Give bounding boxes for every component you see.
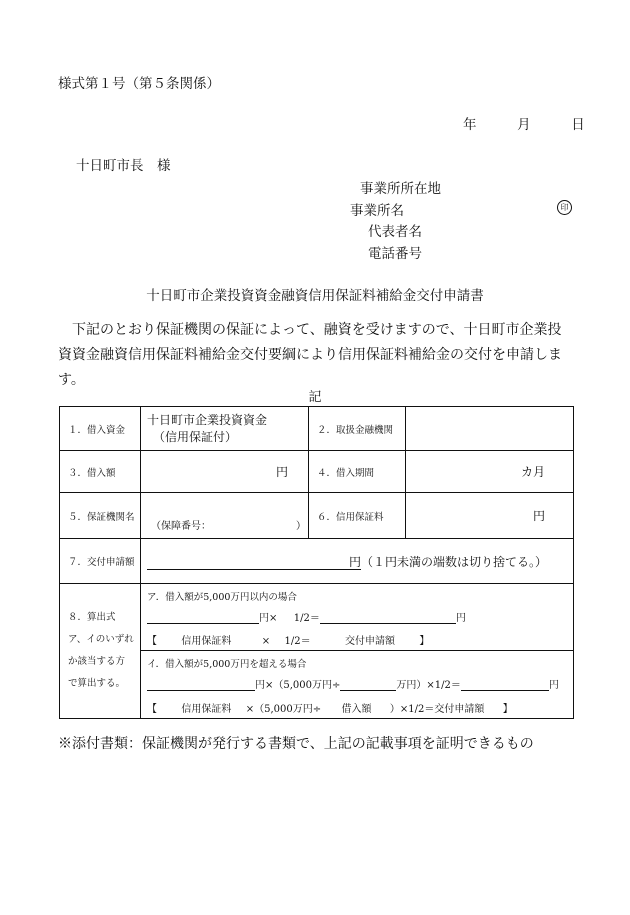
document-title: 十日町市企業投資資金融資信用保証料補給金交付申請書	[146, 288, 484, 304]
table-row	[60, 584, 574, 719]
attachment-note: ※添付書類：保証機関が発行する書類で、上記の記載事項を証明できるもの	[58, 736, 534, 752]
table-row	[60, 539, 574, 584]
calc-a-blank1[interactable]	[147, 610, 259, 624]
calc-a-unit2: 円	[455, 613, 466, 624]
calc-a-grant: 交付申請額	[344, 636, 395, 647]
grant-amount-value[interactable]	[141, 539, 574, 584]
application-table	[59, 406, 574, 719]
calc-b-blank1[interactable]	[147, 677, 255, 691]
representative-label: 代表者名	[368, 224, 422, 240]
calc-b-formula	[147, 700, 513, 715]
bank-value[interactable]	[406, 407, 574, 451]
calc-a-unit1: 円×	[259, 613, 278, 624]
calc-a-half: 1/2＝	[284, 636, 311, 647]
calc-label	[60, 584, 141, 719]
grant-amount-blank[interactable]	[147, 556, 349, 570]
loan-fund-value-line1: 十日町市企業投資資金	[147, 412, 268, 427]
guarantee-fee-value[interactable]	[406, 493, 574, 539]
loan-fund-value	[141, 407, 309, 451]
loan-period-unit: カ月	[520, 465, 545, 479]
calc-formulas	[141, 584, 574, 719]
loan-amount-unit: 円	[275, 465, 288, 479]
guarantee-fee-label: ６．信用保証料	[309, 493, 406, 539]
calc-a-times: ×	[261, 636, 271, 647]
calc-section-a	[141, 584, 573, 651]
guarantee-fee-unit: 円	[532, 509, 545, 523]
date-line	[463, 113, 585, 133]
loan-amount-label: ３．借入額	[60, 451, 141, 493]
body-text: 下記のとおり保証機関の保証によって、融資を受けますので、十日町市企業投資資金融資信用保証料補給金交付要綱により信用保証料補給金の交付を申請します。	[58, 322, 562, 388]
calc-a-formula	[147, 632, 429, 647]
calc-b-fee: 信用保証料	[181, 704, 232, 715]
date-month: 月	[517, 117, 531, 133]
date-year: 年	[463, 117, 477, 133]
calc-label-line3: か該当する方	[68, 656, 126, 667]
calc-a-blank2[interactable]	[320, 610, 456, 624]
calc-a-title: ア．借入額が5,000万円以内の場合	[147, 592, 297, 603]
bracket-close: 】	[502, 704, 513, 715]
loan-period-value[interactable]	[406, 451, 574, 493]
bracket-open: 【	[147, 636, 157, 647]
calc-b-unit3: 円	[548, 680, 559, 691]
guarantor-value[interactable]	[141, 493, 309, 539]
calc-section-b	[141, 651, 573, 718]
ki-mark: 記	[308, 390, 322, 405]
bank-label: ２．取扱金融機関	[309, 407, 406, 451]
calc-b-blank3[interactable]	[461, 677, 549, 691]
table-row	[60, 407, 574, 451]
seal-mark: 印	[557, 200, 572, 215]
form-number: 様式第１号（第５条関係）	[58, 76, 220, 92]
business-name-label: 事業所名	[350, 203, 404, 219]
calc-b-blank2[interactable]	[340, 677, 396, 691]
table-row	[60, 493, 574, 539]
grant-amount-label: ７．交付申請額	[60, 539, 141, 584]
guarantor-label: ５．保証機関名	[60, 493, 141, 539]
calc-b-unit2: 万円）×1/2＝	[396, 680, 461, 691]
rounding-note: （１円未満の端数は切り捨てる。）	[361, 554, 548, 569]
addressee: 十日町市長 様	[76, 158, 171, 174]
calc-label-line4: で算出する。	[68, 678, 126, 689]
bracket-open: 【	[147, 704, 157, 715]
calc-a-fee: 信用保証料	[181, 636, 232, 647]
calc-a-mult: 1/2＝	[293, 613, 320, 624]
calc-label-line1: ８．算出式	[68, 612, 116, 623]
calc-b-grant: ）×1/2＝交付申請額	[389, 704, 485, 715]
phone-label: 電話番号	[368, 246, 422, 262]
loan-fund-value-line2: （信用保証付）	[153, 429, 238, 444]
loan-period-label: ４．借入期間	[309, 451, 406, 493]
calc-b-title: イ．借入額が5,000万円を超える場合	[147, 659, 307, 670]
calc-b-loan: 借入額	[341, 704, 372, 715]
address-label: 事業所所在地	[360, 181, 441, 197]
table-row	[60, 451, 574, 493]
loan-amount-value[interactable]	[141, 451, 309, 493]
date-day: 日	[571, 117, 585, 133]
bracket-close: 】	[419, 636, 430, 647]
calc-b-ratio: ×（5,000万円÷	[245, 704, 322, 715]
grant-amount-unit: 円	[349, 554, 362, 569]
calc-label-line2: ア、イのいずれ	[68, 634, 134, 645]
guarantee-number-note: （保障番号： ）	[151, 521, 306, 532]
calc-b-unit1: 円×（5,000万円÷	[255, 680, 341, 691]
loan-fund-label: １．借入資金	[60, 407, 141, 451]
